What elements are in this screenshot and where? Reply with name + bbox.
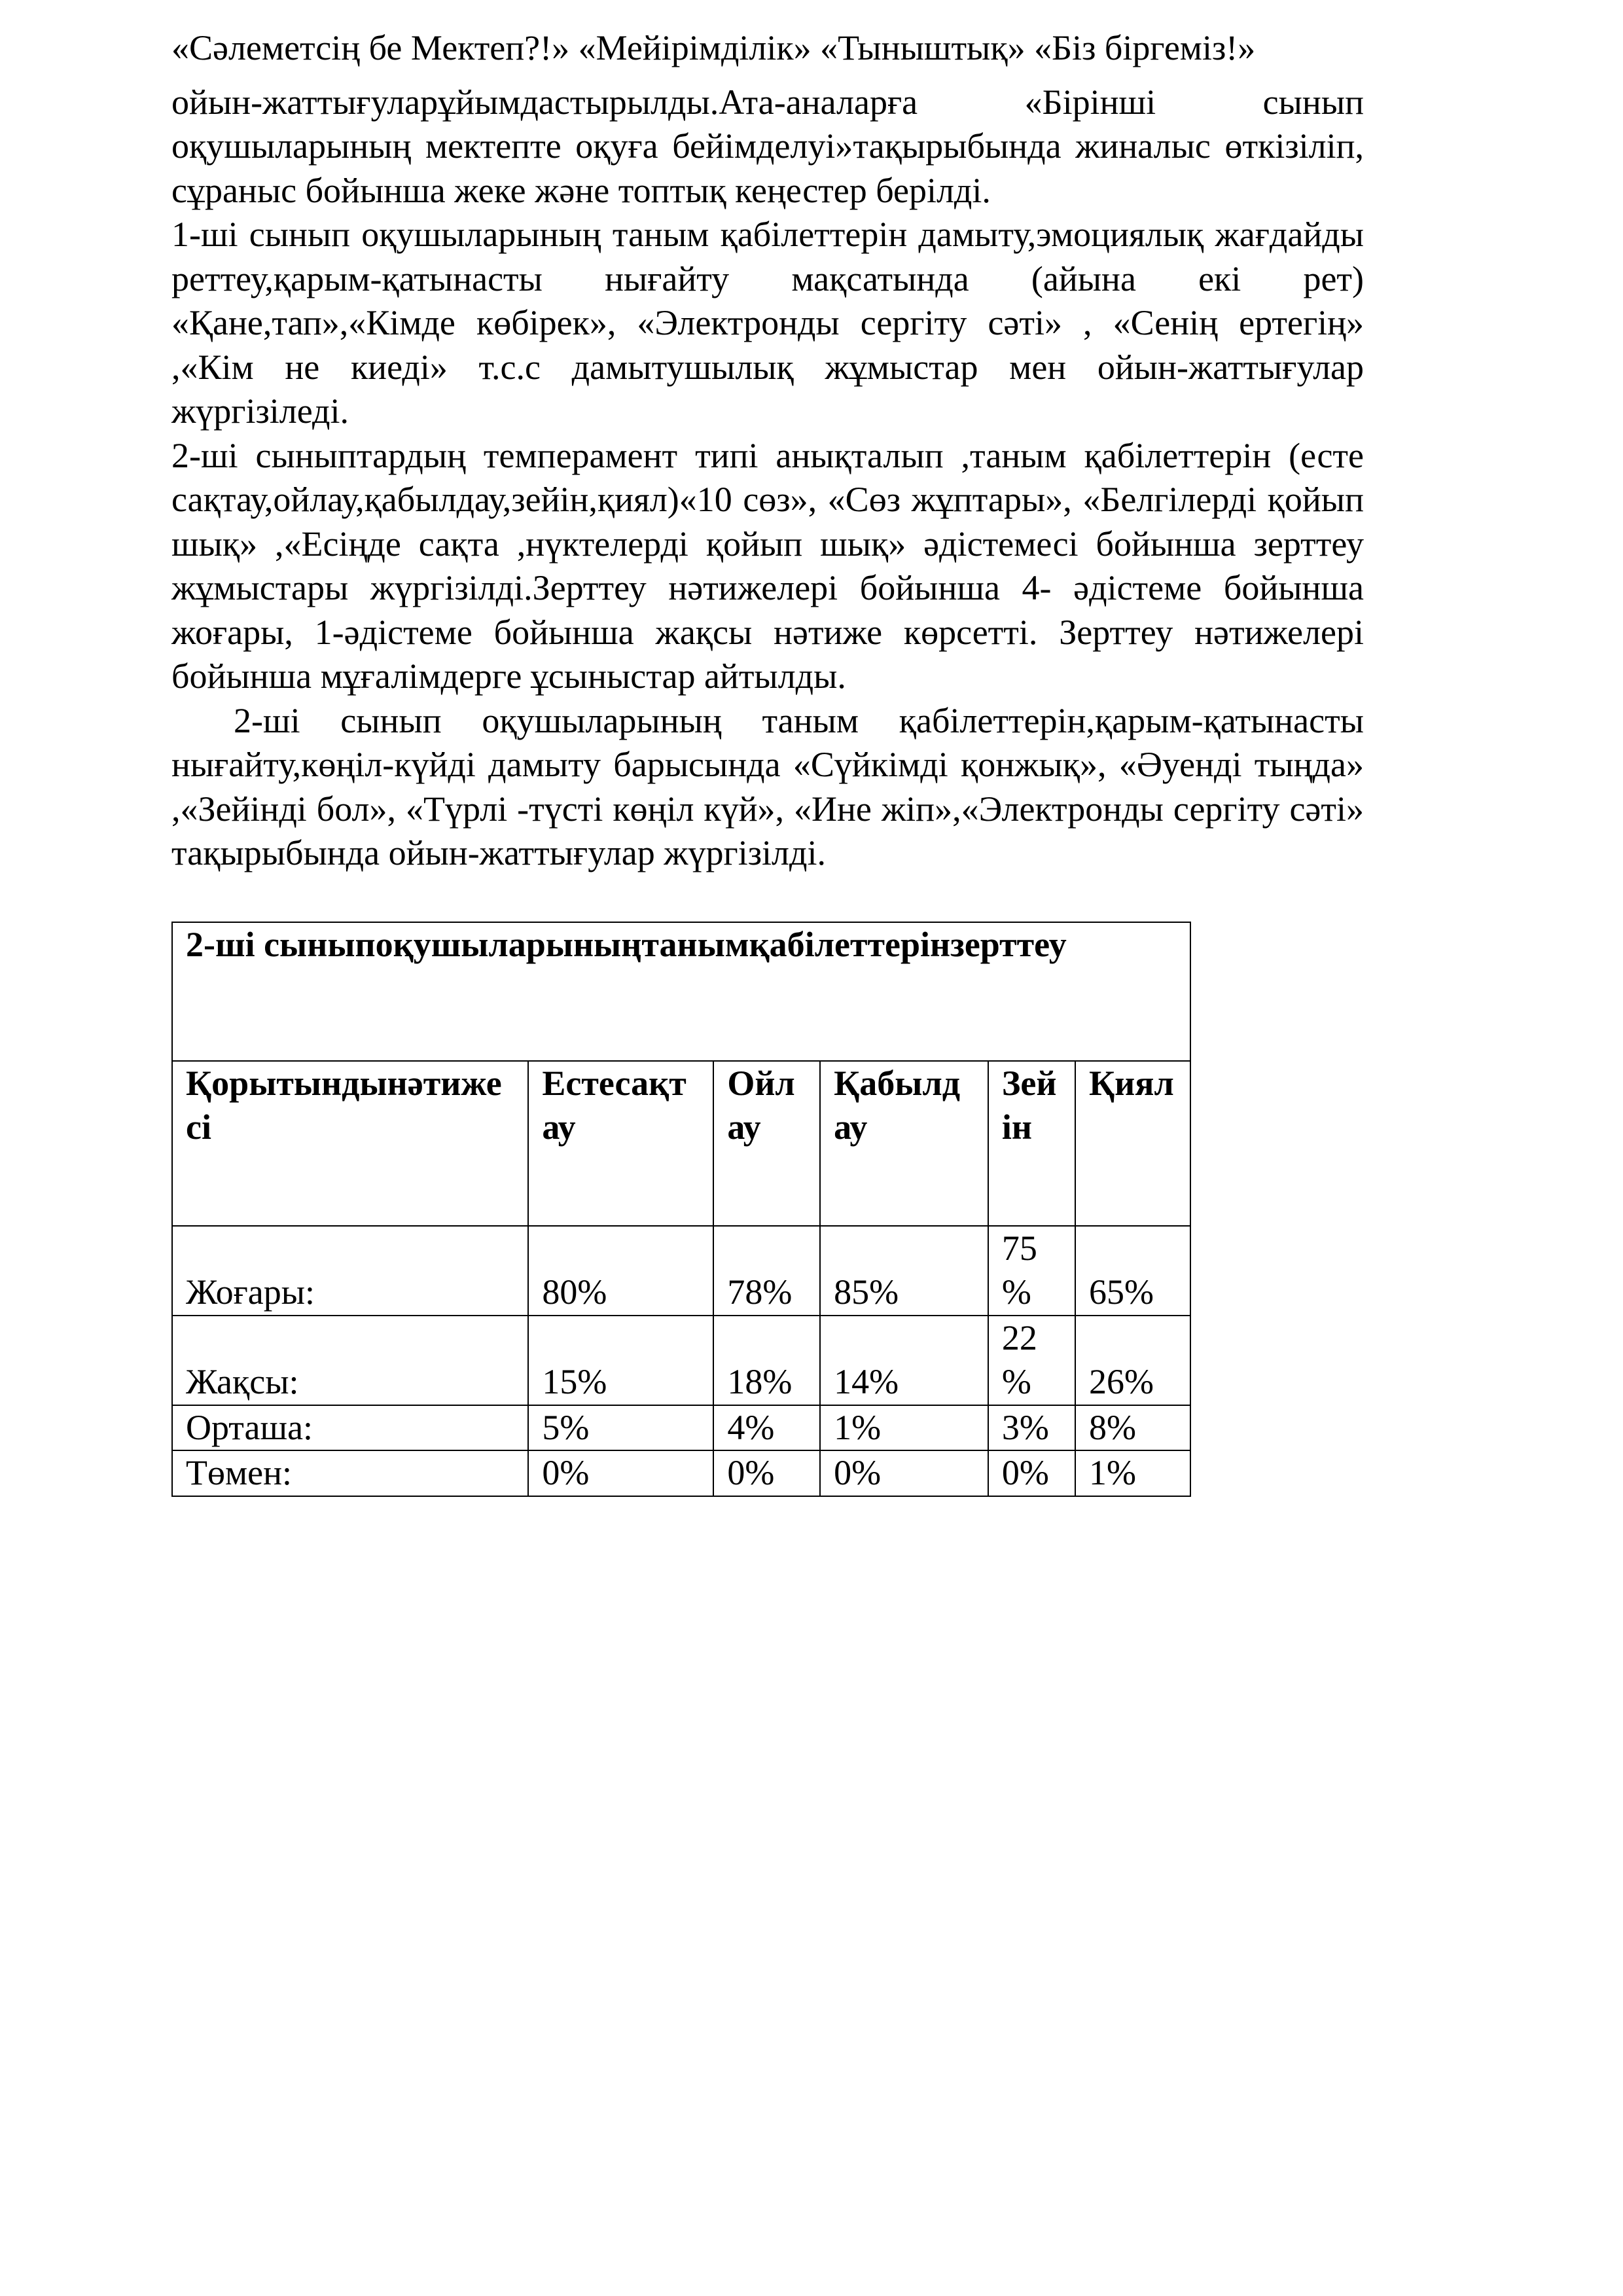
table-cell: 78% [713, 1226, 820, 1316]
table-cell: 22% [988, 1316, 1075, 1405]
paragraph-grade-2-research: 2-ші сыныптардың темперамент типі анықталып ,таным қабілеттерін (есте сақтау,ойлау,қабылдау,зейін,қиял)«10 сөз», «Сөз жұптары», «Белгілерді қойып шық» ,«Есіңде сақта ,нүктелерді қойып шық» әдістемесі бойынша зерттеу жұмыстары жүргізілді.Зерттеу нәтижелері бойынша 4- әдістеме бойынша жоғары, 1-әдістеме бойынша жақсы нәтиже көрсетті. Зерттеу нәтижелері бойынша мұғалімдерге ұсыныстар айтылды. [171, 435, 1364, 696]
table-row [172, 1405, 1190, 1451]
table-cell: 0% [528, 1450, 713, 1496]
table-cell: 80% [528, 1226, 713, 1316]
table-cell: 18% [713, 1316, 820, 1405]
table-cell: 4% [713, 1405, 820, 1451]
paragraph-grade-2-exercises: 2-ші сынып оқушыларының таным қабілеттерін,қарым-қатынасты нығайту,көңіл-күйді дамыту барысында «Сүйкімді қонжық», «Әуенді тыңда» ,«Зейінді бол», «Түрлі -түсті көңіл күй», «Ине жіп»,«Электронды сергіту сәті» тақырыбында ойын-жаттығулар жүргізілді. [171, 700, 1364, 872]
paragraph-grade-1-work: 1-ші сынып оқушыларының таным қабілеттерін дамыту,эмоциялық жағдайды реттеу,қарым-қатынасты нығайту мақсатында (айына екі рет) «Қане,тап»,«Кімде көбірек», «Электронды сергіту сәті» , «Сенің ертегің» ,«Кім не киеді» т.с.с дамытушылық жұмыстар мен ойын-жаттығулар жүргізіледі. [171, 215, 1364, 431]
row-label: Орташа: [172, 1405, 528, 1451]
row-label: Төмен: [172, 1450, 528, 1496]
row-label: Жоғары: [172, 1226, 528, 1316]
table-cell: 5% [528, 1405, 713, 1451]
header-result-level: Қорытындынәтижесі [172, 1061, 528, 1226]
row-label: Жақсы: [172, 1316, 528, 1405]
table-row [172, 1226, 1190, 1316]
table-cell: 26% [1075, 1316, 1190, 1405]
table-cell: 15% [528, 1316, 713, 1405]
table-cell: 8% [1075, 1405, 1190, 1451]
table-title-row [172, 922, 1190, 1061]
table-cell: 1% [1075, 1450, 1190, 1496]
research-table-wrapper [171, 922, 1364, 1497]
table-header-row [172, 1061, 1190, 1226]
table-cell: 65% [1075, 1226, 1190, 1316]
events-list-line: «Сәлеметсің бе Мектеп?!» «Мейірімділік» «Тыныштық» «Біз біргеміз!» [171, 28, 1256, 67]
header-attention: Зейін [988, 1061, 1075, 1226]
document-page [171, 26, 1364, 1497]
table-row [172, 1450, 1190, 1496]
table-cell: 1% [820, 1405, 988, 1451]
table-cell: 0% [820, 1450, 988, 1496]
research-results-table [171, 922, 1191, 1497]
table-cell: 0% [713, 1450, 820, 1496]
body-text [171, 81, 1364, 876]
table-cell: 3% [988, 1405, 1075, 1451]
header-imagination: Қиял [1075, 1061, 1190, 1226]
paragraph-parents-meeting: ойын-жаттығуларұйымдастырылды.Ата-аналарға «Бірінші сынып оқушыларының мектепте оқуға бейімделуі»тақырыбында жиналыс өткізіліп, сұраныс бойынша жеке және топтық кеңестер берілді. [171, 82, 1364, 210]
header-perception: Қабылдау [820, 1061, 988, 1226]
header-thinking: Ойлау [713, 1061, 820, 1226]
table-title: 2-ші сыныпоқушыларыныңтанымқабілеттерінзерттеу [172, 922, 1190, 1061]
table-row [172, 1316, 1190, 1405]
table-cell: 14% [820, 1316, 988, 1405]
table-cell: 85% [820, 1226, 988, 1316]
table-cell: 0% [988, 1450, 1075, 1496]
table-cell: 75% [988, 1226, 1075, 1316]
header-memory: Естесақтау [528, 1061, 713, 1226]
